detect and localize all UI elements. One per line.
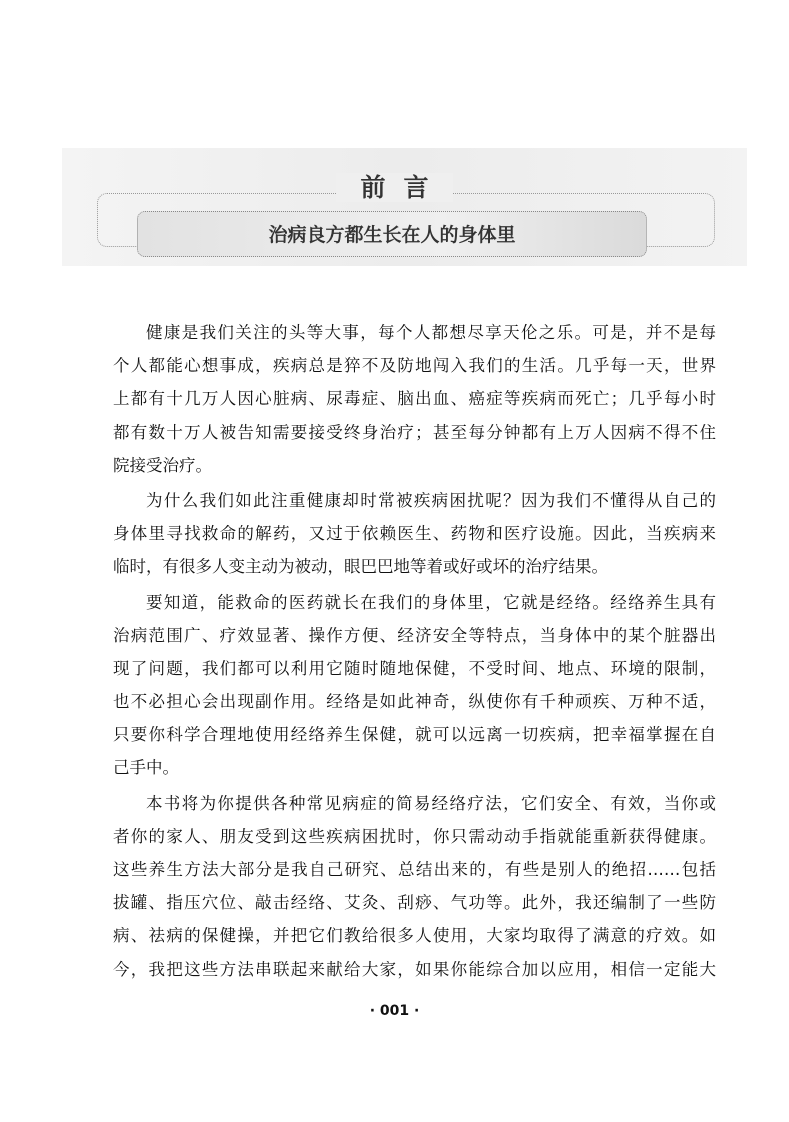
text-line: 个人都能心想事成，疾病总是猝不及防地闯入我们的生活。几乎每一天，世界 <box>113 356 716 376</box>
chapter-subtitle: 治病良方都生长在人的身体里 <box>268 224 516 246</box>
text-line: 身体里寻找救命的解药，又过于依赖医生、药物和医疗设施。因此，当疾病来 <box>113 524 716 544</box>
page-number: · 001 · <box>369 1003 420 1019</box>
text-line: 己手中。 <box>113 758 179 778</box>
text-line: 拔罐、指压穴位、敲击经络、艾灸、刮痧、气功等。此外，我还编制了一些防 <box>113 893 716 913</box>
text-line: 现了问题，我们都可以利用它随时随地保健，不受时间、地点、环境的限制， <box>113 658 716 678</box>
text-line: 要知道，能救命的医药就长在我们的身体里，它就是经络。经络养生具有 <box>146 592 716 612</box>
text-line: 只要你科学合理地使用经络养生保健，就可以远离一切疾病，把幸福掌握在自 <box>113 725 716 745</box>
paragraph <box>113 787 716 986</box>
text-line: 院接受治疗。 <box>113 455 212 475</box>
text-line: 这些养生方法大部分是我自己研究、总结出来的，有些是别人的绝招……包括 <box>113 860 716 879</box>
paragraph <box>113 484 716 584</box>
text-line: 治病范围广、疗效显著、操作方便、经济安全等特点，当身体中的某个脏器出 <box>113 625 716 645</box>
text-line: 上都有十几万人因心脏病、尿毒症、脑出血、癌症等疾病而死亡；几乎每小时 <box>113 389 716 409</box>
text-line: 临时，有很多人变主动为被动，眼巴巴地等着或好或坏的治疗结果。 <box>113 557 608 577</box>
body-text <box>113 316 716 988</box>
text-line: 本书将为你提供各种常见病症的简易经络疗法，它们安全、有效，当你或 <box>146 793 716 813</box>
chapter-title-text: 前言 <box>336 173 452 202</box>
paragraph <box>113 316 716 482</box>
paragraph <box>113 586 716 785</box>
text-line: 病、祛病的保健操，并把它们教给很多人使用，大家均取得了满意的疗效。如 <box>113 926 716 946</box>
text-line: 今，我把这些方法串联起来献给大家，如果你能综合加以应用，相信一定能大 <box>113 959 716 979</box>
text-line: 也不必担心会出现副作用。经络是如此神奇，纵使你有千种顽疾、万种不适， <box>113 692 716 712</box>
text-line: 为什么我们如此注重健康却时常被疾病困扰呢？因为我们不懂得从自己的 <box>146 490 716 510</box>
chapter-title <box>0 168 789 204</box>
text-line: 健康是我们关注的头等大事，每个人都想尽享天伦之乐。可是，并不是每 <box>146 323 716 342</box>
text-line: 者你的家人、朋友受到这些疾病困扰时，你只需动动手指就能重新获得健康。 <box>113 826 716 846</box>
text-line: 都有数十万人被告知需要接受终身治疗；甚至每分钟都有上万人因病不得不住 <box>113 422 716 442</box>
